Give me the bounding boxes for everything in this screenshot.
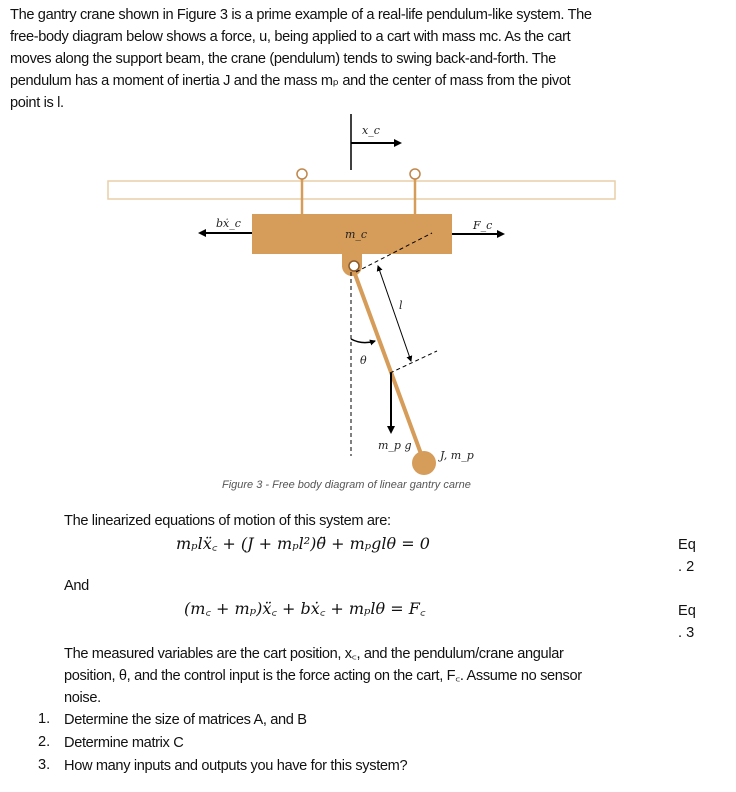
- label-fc: F_c: [473, 219, 493, 232]
- figure-caption: Figure 3 - Free body diagram of linear gantry carne: [222, 479, 471, 491]
- measured-line: The measured variables are the cart position, x꜀, and the pendulum/crane angular: [64, 646, 564, 662]
- label-l: l: [399, 299, 403, 312]
- intro-line: moves along the support beam, the crane (pendulum) tends to swing back-and-forth. The: [10, 51, 556, 67]
- question-item: How many inputs and outputs you have for this system?: [64, 758, 408, 774]
- intro-line: The gantry crane shown in Figure 3 is a prime example of a real-life pendulum-like system. The: [10, 7, 592, 23]
- label-theta: θ: [360, 354, 367, 367]
- label-jmp: J, m_p: [440, 449, 474, 462]
- label-bxc: bẋ_c: [216, 217, 241, 230]
- label-xc: x_c: [362, 124, 380, 137]
- measured-line: noise.: [64, 690, 101, 706]
- intro-line: pendulum has a moment of inertia J and the mass mₚ and the center of mass from the pivot: [10, 73, 571, 89]
- and-text: And: [64, 578, 89, 594]
- pivot-icon: [349, 261, 359, 271]
- question-number: 1.: [38, 711, 51, 727]
- wheel-icon: [297, 169, 307, 179]
- question-number: 2.: [38, 734, 51, 750]
- question-item: Determine matrix C: [64, 735, 184, 751]
- eq2-label: Eq . 2: [678, 537, 696, 575]
- question-number: 3.: [38, 757, 51, 773]
- intro-line: free-body diagram below shows a force, u, being applied to a cart with mass mᴄ. As the cart: [10, 29, 571, 45]
- eq3-label: Eq . 3: [678, 603, 696, 641]
- wheel-icon: [410, 169, 420, 179]
- label-mc: m_c: [345, 228, 368, 241]
- theta-arc: [351, 339, 375, 343]
- support-beam: [108, 181, 615, 199]
- label-mpg: m_p g: [378, 439, 412, 452]
- equations-intro: The linearized equations of motion of this system are:: [64, 513, 391, 529]
- pendulum-bob: [412, 451, 436, 475]
- intro-line: point is l.: [10, 95, 64, 111]
- equation-3: (m꜀ + mₚ)ẍ꜀ + bẋ꜀ + mₚlθ = F꜀: [184, 599, 426, 618]
- question-item: Determine the size of matrices A, and B: [64, 712, 307, 728]
- equation-2: mₚlẍ꜀ + (J + mₚl²)θ̈ + mₚglθ = 0: [176, 534, 430, 553]
- measured-line: position, θ, and the control input is the force acting on the cart, F꜀. Assume no sensor: [64, 668, 582, 684]
